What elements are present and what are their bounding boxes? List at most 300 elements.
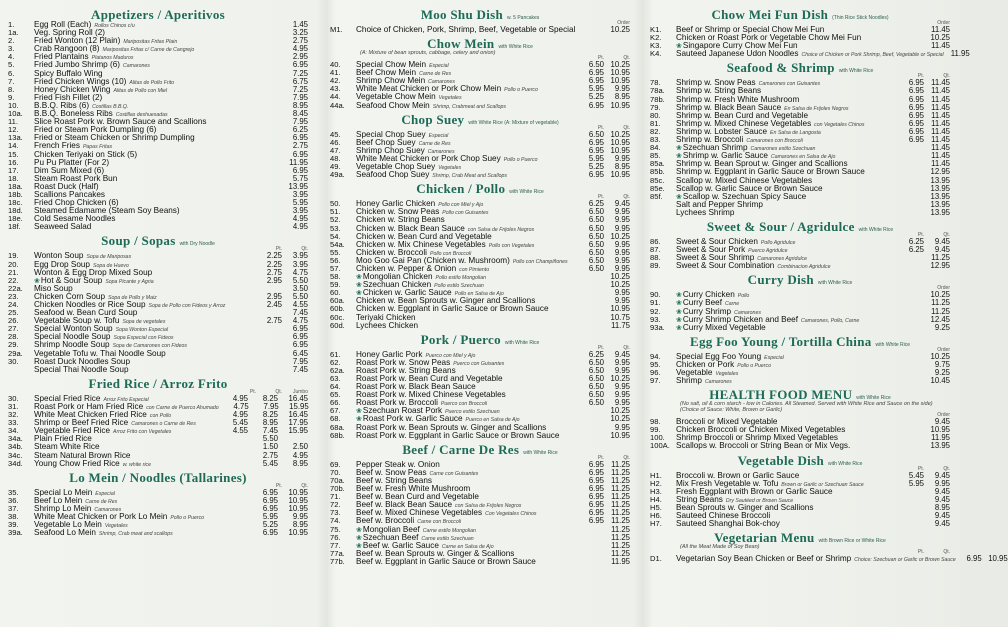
menu-section [330, 36, 630, 110]
item-number: 84. [650, 143, 661, 153]
item-price: 4.95 [292, 450, 308, 460]
item-price: 13.95 [288, 181, 308, 191]
item-price: 2.75 [262, 450, 278, 460]
item-price: 2.50 [292, 442, 308, 452]
item-name: Fried Plantains Platanos Maduros [34, 52, 134, 62]
item-name: Wonton & Egg Drop Mixed Soup [34, 267, 153, 277]
item-translation: con Salsa de Frijoles Negros [467, 226, 535, 233]
menu-section [650, 219, 950, 270]
item-price: 9.45 [934, 236, 950, 246]
item-price: 8.45 [292, 109, 308, 119]
item-number: 85. [650, 151, 661, 161]
item-number: 34c. [8, 450, 23, 460]
item-translation: Costillas B.B.Q. [92, 103, 129, 110]
item-name: Beef Chop Suey Carne de Res [356, 137, 451, 147]
item-price: 6.50 [588, 390, 604, 400]
item-number: 18c. [8, 198, 23, 208]
item-translation: Pollo con Miel y Ajo [438, 202, 484, 209]
item-price: 6.95 [292, 133, 308, 143]
item-name: Shrimp w. String Beans [676, 86, 762, 96]
item-price: 2.25 [266, 259, 282, 269]
item-name: Beef w. String Beans [356, 475, 433, 485]
item-name: Egg Roll (Each) Rollos Chinos c/u [34, 20, 135, 29]
item-translation: Brown or Garlic or Szechuan Sauce [781, 481, 864, 488]
menu-section [8, 470, 308, 538]
item-number: 13a. [8, 133, 23, 143]
item-name: Sweet & Sour Pork Puerco Agridulce [676, 245, 788, 255]
item-price: 11.45 [931, 159, 950, 169]
item-number: 25. [8, 308, 19, 318]
item-price: 2.95 [266, 291, 282, 301]
item-translation: w. white rice [122, 461, 151, 468]
item-number: 21. [8, 267, 19, 277]
item-price: 6.95 [262, 528, 278, 538]
item-price: 11.95 [611, 556, 630, 566]
item-translation: Sopa de vegetales [122, 319, 166, 326]
item-name: ❀Beef w. Garlic Sauce Carne en Salsa de Ajo [356, 540, 494, 550]
section-subtitle: with White Rice [856, 395, 891, 402]
item-price: 6.25 [292, 125, 308, 135]
price-header: Qt. [943, 73, 950, 80]
item-price: 5.95 [588, 153, 604, 163]
item-price: 13.95 [930, 175, 950, 185]
item-translation: En Salsa de Langosta [770, 129, 821, 136]
item-translation: Sopa de Pollo con Fideos y Arroz [148, 303, 226, 309]
item-price: 10.25 [610, 60, 630, 70]
item-price: 6.95 [262, 495, 278, 505]
item-price: 5.95 [588, 84, 604, 94]
item-name: Vegetable Fried Rice Arroz Frito con Vegetales [34, 426, 172, 436]
item-name: ❀Mongolian Beef Carne estilo Mongolian [356, 524, 476, 534]
item-translation: Vegetales [438, 165, 462, 172]
item-name: Roast Pork w. String Beans [356, 365, 456, 375]
item-name: Chicken w. Snow Peas Pollo con Guisantes [356, 207, 489, 217]
item-price: 9.95 [614, 215, 630, 225]
item-price: 12.95 [930, 261, 950, 271]
item-name: Chicken or Pork Pollo o Puerco [676, 359, 771, 369]
item-name: Roast Pork w. Bean Sprouts w. Ginger and Scallions [356, 422, 547, 432]
item-name: Shrimp Broccoli or Shrimp Mixed Vegetables [676, 433, 838, 443]
item-price: 10.45 [930, 376, 950, 386]
item-number: 33. [8, 418, 19, 428]
menu-section [650, 387, 950, 450]
item-number: 7. [8, 76, 15, 86]
item-price: 9.95 [614, 255, 630, 265]
item-name: Vegetable Lo Mein Vegetales [34, 520, 128, 530]
item-price: 6.95 [588, 516, 604, 526]
section-subtitle: with White Rice (A: Mixture of vegetable) [468, 119, 559, 126]
item-price: 6.95 [588, 475, 604, 485]
item-name: Choice of Chicken, Pork, Shrimp, Beef, Vegetable or Special [356, 25, 576, 34]
section-title: Lo Mein / Noodles (Tallarines) [69, 469, 247, 485]
item-number: 50. [330, 199, 341, 209]
item-translation: Pollo estilo Szechuan [434, 283, 484, 290]
item-price: 6.45 [292, 348, 308, 358]
item-number: 60c. [330, 312, 345, 322]
item-price: 4.95 [292, 222, 308, 232]
item-number: 59. [330, 280, 341, 290]
item-number: 49a. [330, 170, 345, 180]
item-price: 6.95 [588, 68, 604, 78]
section-header [330, 181, 630, 195]
item-number: 92. [650, 306, 661, 316]
item-number: 44. [330, 92, 341, 102]
section-header [650, 453, 950, 467]
item-name: Sweet & Sour Combination Combinacion Agridulce [676, 261, 831, 271]
hot-pepper-icon: ❀ [676, 308, 682, 316]
section-title: Chow Mei Fun Dish [711, 7, 829, 22]
item-number: 85c. [650, 175, 665, 185]
price-header: Order [937, 346, 950, 353]
item-price: 7.25 [292, 84, 308, 94]
menu-item [330, 558, 630, 566]
menu-section [650, 530, 1008, 564]
item-price: 6.95 [262, 503, 278, 513]
item-number: 61. [330, 349, 341, 359]
item-number: H3. [650, 486, 662, 496]
item-name: Seafood w. Bean Curd Soup [34, 308, 138, 318]
item-translation: Pollo o Puerco [170, 514, 205, 521]
price-header: Qt. [623, 124, 630, 131]
item-number: 32. [8, 410, 19, 420]
item-price: 10.25 [610, 25, 630, 34]
item-number: 100. [650, 433, 665, 443]
item-number: 71. [330, 492, 341, 502]
item-price: 6.95 [588, 484, 604, 494]
item-name: Special Fried Rice Arroz Frito Especial [34, 393, 149, 403]
price-header: Pt. [597, 454, 604, 461]
item-price: 6.25 [588, 349, 604, 359]
item-price: 6.25 [588, 199, 604, 209]
price-header: Qt. [301, 246, 308, 253]
item-name: ❀Scallop w. Szechuan Spicy Sauce [676, 191, 807, 201]
price-header: Qt. [943, 231, 950, 238]
item-number: 49. [330, 162, 341, 172]
item-number: K1. [650, 25, 662, 34]
item-name: Shrimp w. Snow Peas Camarones con Guisantes [676, 78, 821, 88]
item-translation: Carne de Res [419, 71, 452, 78]
item-name: Beef w. Bean Curd and Vegetable [356, 492, 479, 502]
section-title: Chop Suey [401, 111, 465, 127]
item-price: 10.25 [610, 374, 630, 383]
section-title: Pork / Puerco [420, 331, 501, 347]
item-price: 7.45 [262, 426, 278, 436]
item-number: 78. [650, 78, 661, 88]
item-name: Sweet & Sour Chicken Pollo Agridulce [676, 236, 796, 246]
item-price: 7.95 [292, 356, 308, 366]
item-number: 78a. [650, 86, 665, 96]
item-price: 3.95 [292, 259, 308, 269]
item-translation: con Pollo [149, 413, 172, 420]
item-price: 8.25 [262, 410, 278, 420]
item-name: ❀Curry Beef Carne [676, 298, 740, 308]
item-name: Special Wonton Soup Sopa Wonton Especial [34, 324, 169, 334]
item-name: Seafood Lo Mein Shrimp, Crab meat and scallops [34, 528, 173, 538]
item-name: Moo Goo Gai Pan (Chicken w. Mushroom) Pollo con Champiñones [356, 255, 568, 265]
item-number: 22a. [8, 283, 23, 293]
price-header: Order [937, 285, 950, 292]
item-price: 9.95 [614, 390, 630, 400]
item-name: ❀Curry Shrimp Camarones [676, 306, 761, 316]
item-name: Chicken or Roast Pork or Vegetable Chow Mei Fun [676, 33, 862, 43]
item-number: 36. [8, 495, 19, 505]
item-number: 97. [650, 376, 661, 386]
item-price: 4.55 [232, 426, 248, 436]
item-price: 7.45 [292, 364, 308, 374]
price-header: Jumbo [292, 388, 308, 395]
menu-item [8, 223, 308, 231]
item-price: 5.25 [588, 162, 604, 172]
item-price: 10.95 [610, 137, 630, 147]
item-translation: Pollo o Puerco [737, 362, 771, 369]
price-header: Pt. [597, 194, 604, 201]
item-translation: Especial [95, 490, 115, 497]
price-header: Pt. [275, 246, 282, 253]
item-number: H2. [650, 478, 662, 488]
item-number: 58. [330, 272, 341, 282]
item-price: 3.95 [292, 189, 308, 199]
item-number: 79. [650, 102, 661, 112]
item-price: 5.50 [292, 275, 308, 285]
item-price: 2.95 [266, 275, 282, 285]
item-price: 11.45 [931, 41, 950, 51]
item-name: Chicken w. Black Bean Sauce con Salsa de Frijoles Negros [356, 223, 535, 233]
item-price: 11.95 [289, 157, 308, 167]
item-price: 6.50 [588, 239, 604, 249]
item-price: 9.45 [934, 417, 950, 427]
item-price: 6.50 [588, 365, 604, 375]
item-name: Chicken w. String Beans [356, 215, 445, 225]
item-price: 6.50 [588, 207, 604, 217]
section-header [650, 272, 950, 286]
item-name: Chicken w. Bean Sprouts w. Ginger and Scallions [356, 296, 536, 306]
item-number: 48. [330, 153, 341, 163]
item-name: Lychees Shrimp [676, 207, 735, 217]
item-price: 6.50 [588, 255, 604, 265]
item-name: Fried Chop Chicken (6) [34, 198, 119, 208]
item-price: 11.25 [611, 516, 630, 526]
item-price: 11.25 [931, 298, 950, 308]
item-number: 99. [650, 425, 661, 435]
item-name: Roast Duck Noodles Soup [34, 356, 131, 366]
item-price: 4.75 [292, 316, 308, 326]
item-translation: Shrimp, Crabmeat and Scallops [432, 103, 506, 110]
item-name: Young Chow Fried Rice w. white rice [34, 458, 151, 468]
item-price: 9.25 [934, 368, 950, 377]
item-number: 18f. [8, 222, 21, 232]
item-translation: Arroz Frito Especial [103, 396, 149, 403]
item-translation: Especial [429, 63, 449, 70]
item-price: 10.95 [288, 528, 308, 538]
item-name: Beef or Shrimp or Special Chow Mei Fun [676, 25, 825, 34]
item-name: Chicken w. Broccoli Pollo con Broccoli [356, 247, 472, 257]
price-header: Qt. [623, 55, 630, 62]
item-name: Shrimp Lo Mein Camarones [34, 503, 122, 513]
item-translation: Vegetales [104, 523, 128, 530]
hot-pepper-icon: ❀ [356, 416, 362, 424]
item-price: 1.45 [292, 20, 308, 29]
item-price: 10.95 [610, 76, 630, 86]
item-name: Steam Roast Pork Bun [34, 173, 118, 183]
item-price: 6.95 [588, 459, 604, 469]
menu-item [650, 554, 1008, 564]
item-number: 29. [8, 340, 19, 350]
item-translation: Camarones [428, 79, 455, 86]
item-price: 11.45 [931, 102, 950, 112]
section-subtitle: with White Rice [858, 226, 894, 233]
menu-item [330, 432, 630, 440]
item-translation: Carne de Res [418, 140, 451, 147]
menu-item [650, 262, 950, 270]
item-number: K3. [650, 41, 662, 51]
item-price: 6.25 [908, 236, 924, 246]
item-number: 6. [8, 68, 15, 78]
item-price: 9.95 [614, 422, 630, 432]
item-number: 46. [330, 137, 341, 147]
item-price: 11.95 [931, 433, 950, 443]
item-name: Special Chow Mein Especial [356, 60, 449, 70]
item-price: 4.95 [292, 214, 308, 224]
item-number: 72. [330, 500, 341, 510]
item-name: String Beans Dry Sautéed or Brown Sauce [676, 494, 794, 504]
item-number: 56. [330, 255, 341, 265]
item-translation: Costillas deshuesadas [115, 112, 168, 119]
item-name: Steam Natural Brown Rice [34, 450, 131, 460]
item-price: 16.45 [288, 393, 308, 403]
menu-section [8, 7, 308, 231]
item-name: Vegetable Vegetales [676, 368, 739, 377]
item-price: 8.95 [292, 100, 308, 110]
item-number: 78b. [650, 94, 665, 104]
menu-item [8, 460, 308, 468]
item-price: 13.95 [930, 191, 950, 201]
item-name: Honey Garlic Pork Puerco con Miel y Ajo [356, 349, 476, 359]
item-name: Pu Pu Platter (For 2) [34, 157, 110, 167]
item-number: 20. [8, 259, 19, 269]
menu-item [8, 529, 308, 537]
item-name: ❀Roast Pork w. Garlic Sauce Puerco en Salsa de Ajo [356, 414, 520, 424]
hot-pepper-icon: ❀ [356, 282, 362, 290]
item-name: B.B.Q. Boneless Ribs Costillas deshuesadas [34, 109, 168, 119]
menu-item [330, 322, 630, 330]
item-translation: Combinacion Agridulce [777, 264, 831, 271]
item-price: 9.45 [934, 486, 950, 496]
item-number: 85a. [650, 159, 665, 169]
item-number: 53. [330, 223, 341, 233]
item-price: 9.75 [934, 359, 950, 369]
hot-pepper-icon: ❀ [676, 300, 682, 308]
item-price: 6.95 [908, 78, 924, 88]
item-price: 5.75 [292, 173, 308, 183]
item-number: 18a. [8, 181, 23, 191]
item-translation: En Salsa de Frijoles Negros [784, 105, 849, 112]
item-name: Chicken Broccoli or Chicken Mixed Vegetables [676, 425, 846, 435]
item-price: 8.95 [292, 458, 308, 468]
item-name: Egg Drop Soup Sopa de Huevo [34, 259, 129, 269]
price-header: Pt. [275, 482, 282, 489]
item-price: 10.95 [610, 170, 630, 180]
item-price: 10.25 [610, 272, 630, 282]
item-price: 9.95 [614, 357, 630, 367]
item-translation: Camarones Agridulce [757, 256, 807, 263]
item-name: Chicken w. Bean Curd and Vegetable [356, 231, 492, 241]
item-number: 26. [8, 316, 19, 326]
section-subtitle: with White Rice [838, 68, 874, 75]
item-number: 35. [8, 487, 19, 497]
section-note: (No salt, oil & corn starch - low in Calories. All Steamed. Served with White Rice and Sauce on the side) (Choice of Sauce: White, Brown or Garlic) [680, 401, 933, 414]
item-price: 2.75 [292, 141, 308, 151]
item-price: 5.45 [232, 418, 248, 428]
item-name: Vegetable Chow Mein Vegetales [356, 92, 462, 102]
item-translation: Pollo estilo Mongolian [435, 275, 486, 282]
item-price: 10.95 [288, 487, 308, 497]
item-name: Teriyaki Chicken [356, 312, 416, 322]
hot-pepper-icon: ❀ [356, 526, 362, 534]
item-price: 16.45 [288, 410, 308, 420]
item-name: Fried Fish Fillet (2) [34, 92, 103, 102]
item-price: 12.45 [930, 314, 950, 324]
item-price: 5.45 [908, 470, 924, 480]
item-name: Scallop w. Garlic Sauce or Brown Sauce [676, 183, 823, 193]
item-price: 11.45 [931, 94, 950, 104]
item-number: 100A. [650, 441, 670, 451]
item-number: K2. [650, 33, 662, 43]
item-number: 10a. [8, 109, 23, 119]
section-note: (All the Meat Made of Soy Bean) [680, 544, 760, 551]
menu-column-right [650, 6, 1008, 622]
price-header: Pt. [249, 388, 256, 395]
item-price: 8.95 [262, 418, 278, 428]
item-price: 3.95 [292, 206, 308, 216]
section-header [8, 233, 308, 247]
item-name: ❀Hot & Sour Soup Sopa Picante y Agria [34, 275, 154, 285]
menu-section [8, 233, 308, 373]
section-subtitle: with Dry Noodle [179, 241, 215, 248]
item-name: Vegetable Tofu w. Thai Noodle Soup [34, 348, 166, 358]
item-translation: Pollo Agridulce [760, 239, 796, 246]
item-name: Roast Pork w. Eggplant in Garlic Sauce or Brown Sauce [356, 430, 560, 440]
item-number: 47. [330, 145, 341, 155]
section-header [650, 60, 950, 74]
item-price: 11.25 [611, 532, 630, 542]
item-price: 11.45 [931, 135, 950, 145]
item-name: Honey Garlic Chicken Pollo con Miel y Ajo [356, 199, 484, 209]
item-price: 6.95 [908, 110, 924, 120]
item-price: 6.95 [588, 137, 604, 147]
item-name: Shrimp or Beef Fried Rice Camarones o Carne de Res [34, 418, 196, 428]
menu-item [650, 442, 950, 450]
item-number: M1. [330, 25, 343, 34]
item-number: 34. [8, 426, 19, 436]
item-number: 63. [330, 374, 341, 383]
item-price: 6.95 [588, 500, 604, 510]
price-header: Pt. [597, 55, 604, 62]
item-name: Chicken w. Pepper & Onion con Pimiento [356, 263, 490, 273]
item-translation: Pollo en Salsa de Ajo [454, 291, 504, 298]
item-translation: Camarones [123, 63, 150, 70]
item-price: 6.50 [588, 263, 604, 273]
item-price: 6.95 [292, 340, 308, 350]
item-number: 40. [330, 60, 341, 70]
section-note: (A: Mixture of bean sprouts, cabbage, celery and onion) [360, 50, 496, 57]
section-header [330, 7, 630, 21]
item-number: 34d. [8, 458, 23, 468]
item-price: 7.95 [263, 401, 279, 411]
item-number: 73. [330, 508, 341, 518]
item-price: 15.95 [289, 401, 309, 411]
item-number: 39. [8, 520, 19, 530]
item-translation: Choice: Szechuan or Garlic or Brown Sauce [854, 557, 956, 564]
